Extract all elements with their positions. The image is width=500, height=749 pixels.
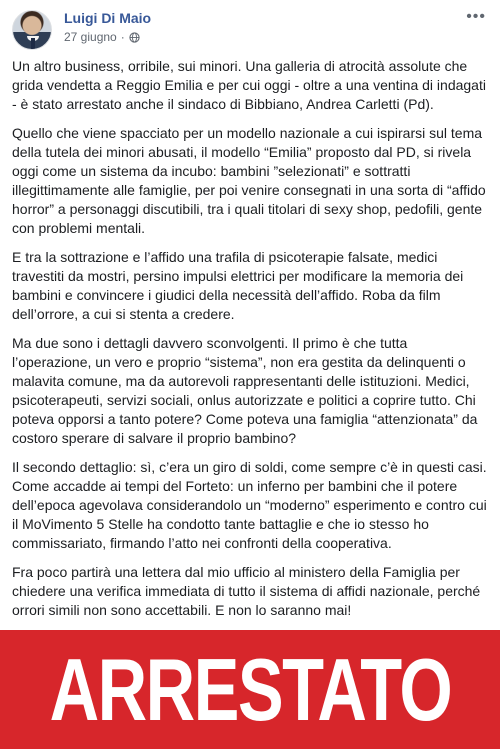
ellipsis-icon[interactable]: ••• bbox=[466, 8, 486, 25]
post-date[interactable]: 27 giugno bbox=[64, 30, 117, 44]
post-paragraph: Ma due sono i dettagli davvero sconvolgenti. Il primo è che tutta l’operazione, un vero e proprio “sistema”, non era gestita da delinquenti o malavita comune, ma da autorevoli rappresentanti delle istituzioni. Medici, psicoterapeuti, servizi sociali, onlus autorizzate e politici a coprire tutto. Chi poteva opporsi a tanto potere? Come poteva una famiglia “attenzionata” da costoro sperare di salvare il proprio bambino? bbox=[12, 335, 478, 446]
arrestato-banner[interactable] bbox=[0, 630, 500, 749]
meta-separator: · bbox=[120, 30, 125, 44]
post-paragraph: Il secondo dettaglio: sì, c’era un giro di soldi, come sempre c’è in questi casi. Come accadde ai tempi del Forteto: un inferno per bambini che il potere dell’epoca agevolava considerandolo un “moderno” esperimento e contro cui il MoVimento 5 Stelle ha condotto tante battaglie e che io stesso ho commissariato, firmando l’atto nei confronti della cooperativa. bbox=[12, 459, 487, 551]
banner-text: ARRESTATO bbox=[49, 639, 451, 739]
avatar-tie bbox=[31, 38, 35, 50]
post-paragraph: Quello che viene spacciato per un modello nazionale a cui ispirarsi sul tema della tutela dei minori abusati, il modello “Emilia” proposto dal PD, si rivela oggi come un sistema da incubo: bambini ”selezionati” e sottratti illegittimamente alle famiglie, per poi venire consegnati in una sorta di “affido horror” a personaggi discutibili, tra i quali titolari di sexy shop, pedofili, gente con problemi mentali. bbox=[12, 125, 486, 236]
post-body bbox=[12, 57, 488, 630]
post-header bbox=[12, 8, 488, 50]
post-paragraph: Un altro business, orribile, sui minori. Una galleria di atrocità assolute che grida vendetta a Reggio Emilia e per cui oggi - oltre a una ventina di indagati - è stato arrestato anche il sindaco di Bibbiano, Andrea Carletti (Pd). bbox=[12, 58, 486, 112]
post-paragraph: Fra poco partirà una lettera dal mio ufficio al ministero della Famiglia per chiedere una verifica immediata di tutto il sistema di affidi nazionale, perché orrori simili non sono accettabili. E non lo saranno mai! bbox=[12, 564, 481, 618]
post-meta bbox=[64, 30, 140, 44]
post-paragraph: E tra la sottrazione e l’affido una trafila di psicoterapie falsate, medici travestiti da mostri, persino impulsi elettrici per modificare la memoria dei bambini e convincere i giudici della necessità dell’affido. Roba da film dell’orrore, a cui si stenta a credere. bbox=[12, 249, 464, 322]
globe-icon bbox=[129, 32, 140, 43]
avatar[interactable] bbox=[12, 10, 52, 50]
author-name[interactable]: Luigi Di Maio bbox=[64, 10, 152, 26]
